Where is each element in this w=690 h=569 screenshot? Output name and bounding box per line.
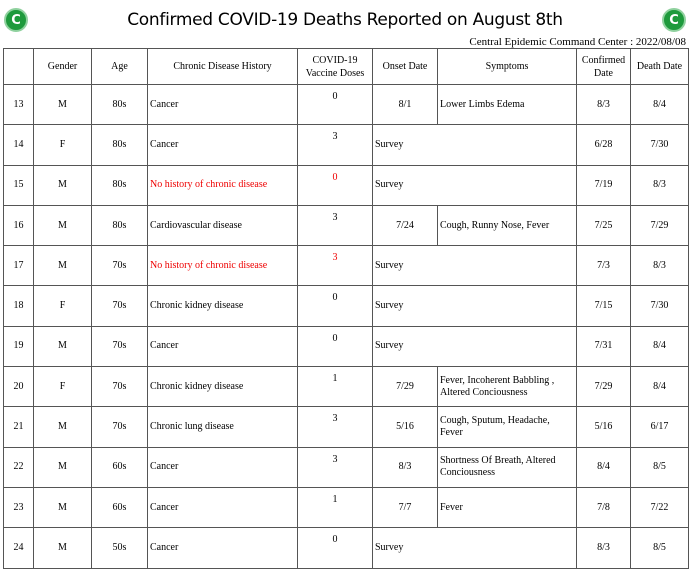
symptoms-cell: Fever, Incoherent Babbling , Altered Conciousness	[438, 367, 577, 407]
case-number: 15	[4, 165, 34, 205]
table-row	[4, 447, 689, 487]
case-number: 19	[4, 326, 34, 366]
age-cell: 60s	[92, 487, 148, 527]
case-number: 14	[4, 125, 34, 165]
onset-date-cell: 8/1	[373, 85, 438, 125]
chronic-disease-cell: Chronic kidney disease	[148, 286, 298, 326]
case-number: 24	[4, 528, 34, 568]
confirmed-date-cell: 7/15	[577, 286, 631, 326]
survey-cell: Survey	[373, 165, 577, 205]
death-date-cell: 8/4	[631, 326, 689, 366]
survey-cell: Survey	[373, 286, 577, 326]
onset-date-cell: 7/7	[373, 487, 438, 527]
symptoms-cell: Cough, Runny Nose, Fever	[438, 205, 577, 245]
gender-cell: M	[34, 326, 92, 366]
vaccine-doses-cell: 0	[298, 85, 373, 125]
table-row	[4, 246, 689, 286]
age-cell: 80s	[92, 165, 148, 205]
table-row	[4, 407, 689, 447]
death-date-cell: 7/30	[631, 286, 689, 326]
vaccine-doses-cell: 3	[298, 205, 373, 245]
gender-cell: M	[34, 205, 92, 245]
table-row	[4, 528, 689, 568]
vaccine-doses-cell: 3	[298, 125, 373, 165]
onset-date-cell: 8/3	[373, 447, 438, 487]
column-header: Age	[92, 49, 148, 85]
table-row	[4, 367, 689, 407]
confirmed-date-cell: 7/3	[577, 246, 631, 286]
survey-cell: Survey	[373, 326, 577, 366]
symptoms-cell: Fever	[438, 487, 577, 527]
column-header: Chronic Disease History	[148, 49, 298, 85]
age-cell: 80s	[92, 125, 148, 165]
confirmed-date-cell: 8/3	[577, 528, 631, 568]
case-number: 17	[4, 246, 34, 286]
vaccine-doses-cell: 0	[298, 165, 373, 205]
chronic-disease-cell: Cancer	[148, 487, 298, 527]
survey-cell: Survey	[373, 528, 577, 568]
deaths-table	[3, 48, 689, 569]
chronic-disease-cell: Cancer	[148, 85, 298, 125]
gender-cell: M	[34, 246, 92, 286]
vaccine-doses-cell: 0	[298, 528, 373, 568]
gender-cell: M	[34, 528, 92, 568]
confirmed-date-cell: 7/25	[577, 205, 631, 245]
vaccine-doses-cell: 3	[298, 246, 373, 286]
onset-date-cell: 7/24	[373, 205, 438, 245]
symptoms-cell: Cough, Sputum, Headache, Fever	[438, 407, 577, 447]
survey-cell: Survey	[373, 246, 577, 286]
case-number: 22	[4, 447, 34, 487]
vaccine-doses-cell: 3	[298, 447, 373, 487]
case-number: 23	[4, 487, 34, 527]
death-date-cell: 7/29	[631, 205, 689, 245]
vaccine-doses-cell: 1	[298, 487, 373, 527]
death-date-cell: 7/30	[631, 125, 689, 165]
table-row	[4, 487, 689, 527]
header-row	[4, 49, 689, 85]
onset-date-cell: 7/29	[373, 367, 438, 407]
table-row	[4, 205, 689, 245]
chronic-disease-cell: Cancer	[148, 528, 298, 568]
gender-cell: F	[34, 286, 92, 326]
chronic-disease-cell: No history of chronic disease	[148, 165, 298, 205]
column-header: Gender	[34, 49, 92, 85]
vaccine-doses-cell: 3	[298, 407, 373, 447]
chronic-disease-cell: Chronic lung disease	[148, 407, 298, 447]
age-cell: 70s	[92, 246, 148, 286]
age-cell: 80s	[92, 205, 148, 245]
chronic-disease-cell: Chronic kidney disease	[148, 367, 298, 407]
table-row	[4, 125, 689, 165]
source-date: Central Epidemic Command Center : 2022/08/08	[469, 36, 686, 48]
death-date-cell: 8/4	[631, 367, 689, 407]
page-title: Confirmed COVID-19 Deaths Reported on August 8th	[127, 10, 563, 30]
death-date-cell: 8/3	[631, 246, 689, 286]
confirmed-date-cell: 5/16	[577, 407, 631, 447]
confirmed-date-cell: 8/4	[577, 447, 631, 487]
confirmed-date-cell: 7/31	[577, 326, 631, 366]
gender-cell: M	[34, 487, 92, 527]
confirmed-date-cell: 7/19	[577, 165, 631, 205]
confirmed-date-cell: 7/29	[577, 367, 631, 407]
table-row	[4, 326, 689, 366]
death-date-cell: 8/5	[631, 528, 689, 568]
confirmed-date-cell: 8/3	[577, 85, 631, 125]
age-cell: 50s	[92, 528, 148, 568]
death-date-cell: 8/5	[631, 447, 689, 487]
column-header: COVID-19 Vaccine Doses	[298, 49, 373, 85]
age-cell: 70s	[92, 367, 148, 407]
age-cell: 60s	[92, 447, 148, 487]
gender-cell: F	[34, 125, 92, 165]
age-cell: 70s	[92, 326, 148, 366]
death-date-cell: 7/22	[631, 487, 689, 527]
death-date-cell: 8/4	[631, 85, 689, 125]
chronic-disease-cell: No history of chronic disease	[148, 246, 298, 286]
case-number: 20	[4, 367, 34, 407]
symptoms-cell: Lower Limbs Edema	[438, 85, 577, 125]
table-row	[4, 165, 689, 205]
cecc-logo-left: C	[4, 8, 28, 32]
case-number: 18	[4, 286, 34, 326]
column-header: Onset Date	[373, 49, 438, 85]
chronic-disease-cell: Cancer	[148, 447, 298, 487]
gender-cell: M	[34, 407, 92, 447]
column-header: Death Date	[631, 49, 689, 85]
death-date-cell: 8/3	[631, 165, 689, 205]
vaccine-doses-cell: 0	[298, 286, 373, 326]
chronic-disease-cell: Cardiovascular disease	[148, 205, 298, 245]
gender-cell: M	[34, 447, 92, 487]
age-cell: 70s	[92, 407, 148, 447]
case-number: 16	[4, 205, 34, 245]
age-cell: 70s	[92, 286, 148, 326]
chronic-disease-cell: Cancer	[148, 125, 298, 165]
chronic-disease-cell: Cancer	[148, 326, 298, 366]
case-number: 21	[4, 407, 34, 447]
symptoms-cell: Shortness Of Breath, Altered Conciousness	[438, 447, 577, 487]
vaccine-doses-cell: 0	[298, 326, 373, 366]
cecc-logo-right: C	[662, 8, 686, 32]
age-cell: 80s	[92, 85, 148, 125]
death-date-cell: 6/17	[631, 407, 689, 447]
onset-date-cell: 5/16	[373, 407, 438, 447]
vaccine-doses-cell: 1	[298, 367, 373, 407]
column-header: Confirmed Date	[577, 49, 631, 85]
column-header	[4, 49, 34, 85]
confirmed-date-cell: 7/8	[577, 487, 631, 527]
column-header: Symptoms	[438, 49, 577, 85]
case-number: 13	[4, 85, 34, 125]
table-row	[4, 85, 689, 125]
confirmed-date-cell: 6/28	[577, 125, 631, 165]
gender-cell: M	[34, 85, 92, 125]
table-row	[4, 286, 689, 326]
gender-cell: F	[34, 367, 92, 407]
survey-cell: Survey	[373, 125, 577, 165]
gender-cell: M	[34, 165, 92, 205]
